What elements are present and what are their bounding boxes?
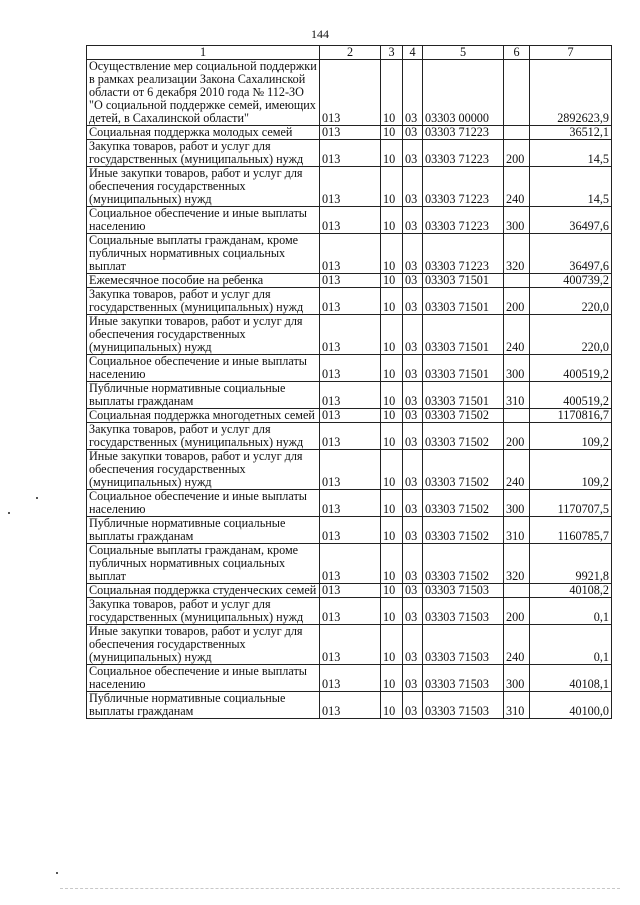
target-article-cell: 03303 71502 xyxy=(423,423,504,450)
ministry-code-cell: 013 xyxy=(320,126,381,140)
table-row xyxy=(87,315,612,355)
amount-cell: 40108,2 xyxy=(530,584,612,598)
ministry-code-cell: 013 xyxy=(320,382,381,409)
column-header: 2 xyxy=(320,46,381,60)
row-name-cell: Социальные выплаты гражданам, кроме публичных нормативных социальных выплат xyxy=(87,234,320,274)
ministry-code-cell: 013 xyxy=(320,490,381,517)
target-article-cell: 03303 71503 xyxy=(423,584,504,598)
row-name-cell: Ежемесячное пособие на ребенка xyxy=(87,274,320,288)
row-name-cell: Публичные нормативные социальные выплаты гражданам xyxy=(87,517,320,544)
subsection-code-cell: 03 xyxy=(403,423,423,450)
subsection-code-cell: 03 xyxy=(403,450,423,490)
table-row xyxy=(87,355,612,382)
section-code-cell: 10 xyxy=(381,517,403,544)
target-article-cell: 03303 71501 xyxy=(423,274,504,288)
target-article-cell: 03303 71501 xyxy=(423,382,504,409)
ministry-code-cell: 013 xyxy=(320,665,381,692)
subsection-code-cell: 03 xyxy=(403,517,423,544)
expense-type-cell: 310 xyxy=(504,692,530,719)
amount-cell: 109,2 xyxy=(530,450,612,490)
subsection-code-cell: 03 xyxy=(403,167,423,207)
expense-type-cell: 300 xyxy=(504,665,530,692)
ministry-code-cell: 013 xyxy=(320,207,381,234)
section-code-cell: 10 xyxy=(381,692,403,719)
section-code-cell: 10 xyxy=(381,423,403,450)
expense-type-cell: 320 xyxy=(504,544,530,584)
amount-cell: 14,5 xyxy=(530,140,612,167)
row-name-cell: Закупка товаров, работ и услуг для государственных (муниципальных) нужд xyxy=(87,140,320,167)
scan-speck xyxy=(56,872,58,874)
amount-cell: 1170816,7 xyxy=(530,409,612,423)
column-header: 1 xyxy=(87,46,320,60)
column-header: 4 xyxy=(403,46,423,60)
amount-cell: 109,2 xyxy=(530,423,612,450)
section-code-cell: 10 xyxy=(381,288,403,315)
row-name-cell: Закупка товаров, работ и услуг для государственных (муниципальных) нужд xyxy=(87,598,320,625)
section-code-cell: 10 xyxy=(381,409,403,423)
section-code-cell: 10 xyxy=(381,126,403,140)
amount-cell: 1170707,5 xyxy=(530,490,612,517)
row-name-cell: Социальная поддержка студенческих семей xyxy=(87,584,320,598)
target-article-cell: 03303 71502 xyxy=(423,490,504,517)
table-body xyxy=(87,60,612,719)
row-name-cell: Закупка товаров, работ и услуг для государственных (муниципальных) нужд xyxy=(87,423,320,450)
expense-type-cell: 300 xyxy=(504,490,530,517)
amount-cell: 36497,6 xyxy=(530,207,612,234)
ministry-code-cell: 013 xyxy=(320,692,381,719)
ministry-code-cell: 013 xyxy=(320,274,381,288)
table-row xyxy=(87,423,612,450)
expense-type-cell: 240 xyxy=(504,315,530,355)
table-row xyxy=(87,274,612,288)
ministry-code-cell: 013 xyxy=(320,315,381,355)
subsection-code-cell: 03 xyxy=(403,598,423,625)
table-row xyxy=(87,234,612,274)
expense-type-cell: 320 xyxy=(504,234,530,274)
table-row xyxy=(87,544,612,584)
expense-type-cell xyxy=(504,584,530,598)
column-header: 3 xyxy=(381,46,403,60)
table-row xyxy=(87,692,612,719)
section-code-cell: 10 xyxy=(381,234,403,274)
scan-speck xyxy=(8,512,10,514)
expense-type-cell: 300 xyxy=(504,207,530,234)
column-header: 5 xyxy=(423,46,504,60)
target-article-cell: 03303 71223 xyxy=(423,126,504,140)
table-row xyxy=(87,625,612,665)
table-row xyxy=(87,598,612,625)
section-code-cell: 10 xyxy=(381,60,403,126)
section-code-cell: 10 xyxy=(381,274,403,288)
expense-type-cell xyxy=(504,409,530,423)
expense-type-cell: 310 xyxy=(504,382,530,409)
ministry-code-cell: 013 xyxy=(320,625,381,665)
amount-cell: 1160785,7 xyxy=(530,517,612,544)
ministry-code-cell: 013 xyxy=(320,450,381,490)
row-name-cell: Социальное обеспечение и иные выплаты населению xyxy=(87,207,320,234)
target-article-cell: 03303 71502 xyxy=(423,450,504,490)
ministry-code-cell: 013 xyxy=(320,234,381,274)
section-code-cell: 10 xyxy=(381,625,403,665)
table-row xyxy=(87,167,612,207)
row-name-cell: Публичные нормативные социальные выплаты гражданам xyxy=(87,382,320,409)
section-code-cell: 10 xyxy=(381,598,403,625)
amount-cell: 40100,0 xyxy=(530,692,612,719)
scan-edge-line xyxy=(60,888,620,889)
subsection-code-cell: 03 xyxy=(403,60,423,126)
scan-speck xyxy=(36,497,38,499)
target-article-cell: 03303 71503 xyxy=(423,665,504,692)
expense-type-cell xyxy=(504,60,530,126)
amount-cell: 36497,6 xyxy=(530,234,612,274)
ministry-code-cell: 013 xyxy=(320,288,381,315)
column-number-row xyxy=(87,46,612,60)
subsection-code-cell: 03 xyxy=(403,490,423,517)
expense-type-cell: 300 xyxy=(504,355,530,382)
table-row xyxy=(87,517,612,544)
expense-type-cell: 200 xyxy=(504,288,530,315)
table-row xyxy=(87,382,612,409)
amount-cell: 0,1 xyxy=(530,598,612,625)
target-article-cell: 03303 71502 xyxy=(423,409,504,423)
target-article-cell: 03303 71503 xyxy=(423,598,504,625)
row-name-cell: Иные закупки товаров, работ и услуг для обеспечения государственных (муниципальных) нужд xyxy=(87,625,320,665)
section-code-cell: 10 xyxy=(381,140,403,167)
row-name-cell: Социальные выплаты гражданам, кроме публичных нормативных социальных выплат xyxy=(87,544,320,584)
subsection-code-cell: 03 xyxy=(403,692,423,719)
expense-type-cell xyxy=(504,126,530,140)
section-code-cell: 10 xyxy=(381,490,403,517)
target-article-cell: 03303 71503 xyxy=(423,692,504,719)
expense-type-cell: 310 xyxy=(504,517,530,544)
section-code-cell: 10 xyxy=(381,382,403,409)
row-name-cell: Закупка товаров, работ и услуг для государственных (муниципальных) нужд xyxy=(87,288,320,315)
amount-cell: 220,0 xyxy=(530,288,612,315)
row-name-cell: Иные закупки товаров, работ и услуг для обеспечения государственных (муниципальных) нужд xyxy=(87,167,320,207)
target-article-cell: 03303 71223 xyxy=(423,167,504,207)
target-article-cell: 03303 71503 xyxy=(423,625,504,665)
row-name-cell: Осуществление мер социальной поддержки в рамках реализации Закона Сахалинской области от 6 декабря 2010 года № 112-ЗО "О социальной поддержке семей, имеющих детей, в Сахалинской области" xyxy=(87,60,320,126)
subsection-code-cell: 03 xyxy=(403,126,423,140)
ministry-code-cell: 013 xyxy=(320,517,381,544)
target-article-cell: 03303 71501 xyxy=(423,355,504,382)
row-name-cell: Иные закупки товаров, работ и услуг для обеспечения государственных (муниципальных) нужд xyxy=(87,315,320,355)
ministry-code-cell: 013 xyxy=(320,598,381,625)
section-code-cell: 10 xyxy=(381,315,403,355)
subsection-code-cell: 03 xyxy=(403,625,423,665)
subsection-code-cell: 03 xyxy=(403,409,423,423)
amount-cell: 36512,1 xyxy=(530,126,612,140)
subsection-code-cell: 03 xyxy=(403,274,423,288)
table-row xyxy=(87,409,612,423)
subsection-code-cell: 03 xyxy=(403,665,423,692)
ministry-code-cell: 013 xyxy=(320,140,381,167)
row-name-cell: Социальное обеспечение и иные выплаты населению xyxy=(87,665,320,692)
amount-cell: 0,1 xyxy=(530,625,612,665)
row-name-cell: Иные закупки товаров, работ и услуг для обеспечения государственных (муниципальных) нужд xyxy=(87,450,320,490)
row-name-cell: Социальное обеспечение и иные выплаты населению xyxy=(87,490,320,517)
expense-type-cell: 200 xyxy=(504,598,530,625)
amount-cell: 40108,1 xyxy=(530,665,612,692)
amount-cell: 2892623,9 xyxy=(530,60,612,126)
table-row xyxy=(87,665,612,692)
table-row xyxy=(87,450,612,490)
ministry-code-cell: 013 xyxy=(320,409,381,423)
target-article-cell: 03303 71502 xyxy=(423,517,504,544)
table-row xyxy=(87,584,612,598)
subsection-code-cell: 03 xyxy=(403,584,423,598)
section-code-cell: 10 xyxy=(381,167,403,207)
section-code-cell: 10 xyxy=(381,544,403,584)
subsection-code-cell: 03 xyxy=(403,315,423,355)
row-name-cell: Социальная поддержка молодых семей xyxy=(87,126,320,140)
target-article-cell: 03303 71501 xyxy=(423,315,504,355)
expense-type-cell: 240 xyxy=(504,167,530,207)
budget-table xyxy=(86,45,612,719)
expense-type-cell: 200 xyxy=(504,140,530,167)
subsection-code-cell: 03 xyxy=(403,207,423,234)
ministry-code-cell: 013 xyxy=(320,423,381,450)
amount-cell: 14,5 xyxy=(530,167,612,207)
row-name-cell: Публичные нормативные социальные выплаты гражданам xyxy=(87,692,320,719)
table-row xyxy=(87,207,612,234)
table-row xyxy=(87,140,612,167)
section-code-cell: 10 xyxy=(381,355,403,382)
target-article-cell: 03303 71502 xyxy=(423,544,504,584)
section-code-cell: 10 xyxy=(381,665,403,692)
table-row xyxy=(87,288,612,315)
target-article-cell: 03303 71223 xyxy=(423,140,504,167)
ministry-code-cell: 013 xyxy=(320,167,381,207)
expense-type-cell xyxy=(504,274,530,288)
amount-cell: 400519,2 xyxy=(530,355,612,382)
amount-cell: 9921,8 xyxy=(530,544,612,584)
section-code-cell: 10 xyxy=(381,450,403,490)
table-row xyxy=(87,60,612,126)
ministry-code-cell: 013 xyxy=(320,355,381,382)
amount-cell: 400739,2 xyxy=(530,274,612,288)
subsection-code-cell: 03 xyxy=(403,234,423,274)
target-article-cell: 03303 00000 xyxy=(423,60,504,126)
amount-cell: 400519,2 xyxy=(530,382,612,409)
amount-cell: 220,0 xyxy=(530,315,612,355)
table-row xyxy=(87,126,612,140)
expense-type-cell: 200 xyxy=(504,423,530,450)
subsection-code-cell: 03 xyxy=(403,382,423,409)
column-header: 7 xyxy=(530,46,612,60)
table-row xyxy=(87,490,612,517)
target-article-cell: 03303 71501 xyxy=(423,288,504,315)
ministry-code-cell: 013 xyxy=(320,584,381,598)
row-name-cell: Социальное обеспечение и иные выплаты населению xyxy=(87,355,320,382)
subsection-code-cell: 03 xyxy=(403,140,423,167)
subsection-code-cell: 03 xyxy=(403,544,423,584)
ministry-code-cell: 013 xyxy=(320,544,381,584)
subsection-code-cell: 03 xyxy=(403,355,423,382)
target-article-cell: 03303 71223 xyxy=(423,207,504,234)
ministry-code-cell: 013 xyxy=(320,60,381,126)
column-header: 6 xyxy=(504,46,530,60)
page-number: 144 xyxy=(311,27,329,41)
section-code-cell: 10 xyxy=(381,584,403,598)
section-code-cell: 10 xyxy=(381,207,403,234)
expense-type-cell: 240 xyxy=(504,450,530,490)
target-article-cell: 03303 71223 xyxy=(423,234,504,274)
expense-type-cell: 240 xyxy=(504,625,530,665)
row-name-cell: Социальная поддержка многодетных семей xyxy=(87,409,320,423)
subsection-code-cell: 03 xyxy=(403,288,423,315)
